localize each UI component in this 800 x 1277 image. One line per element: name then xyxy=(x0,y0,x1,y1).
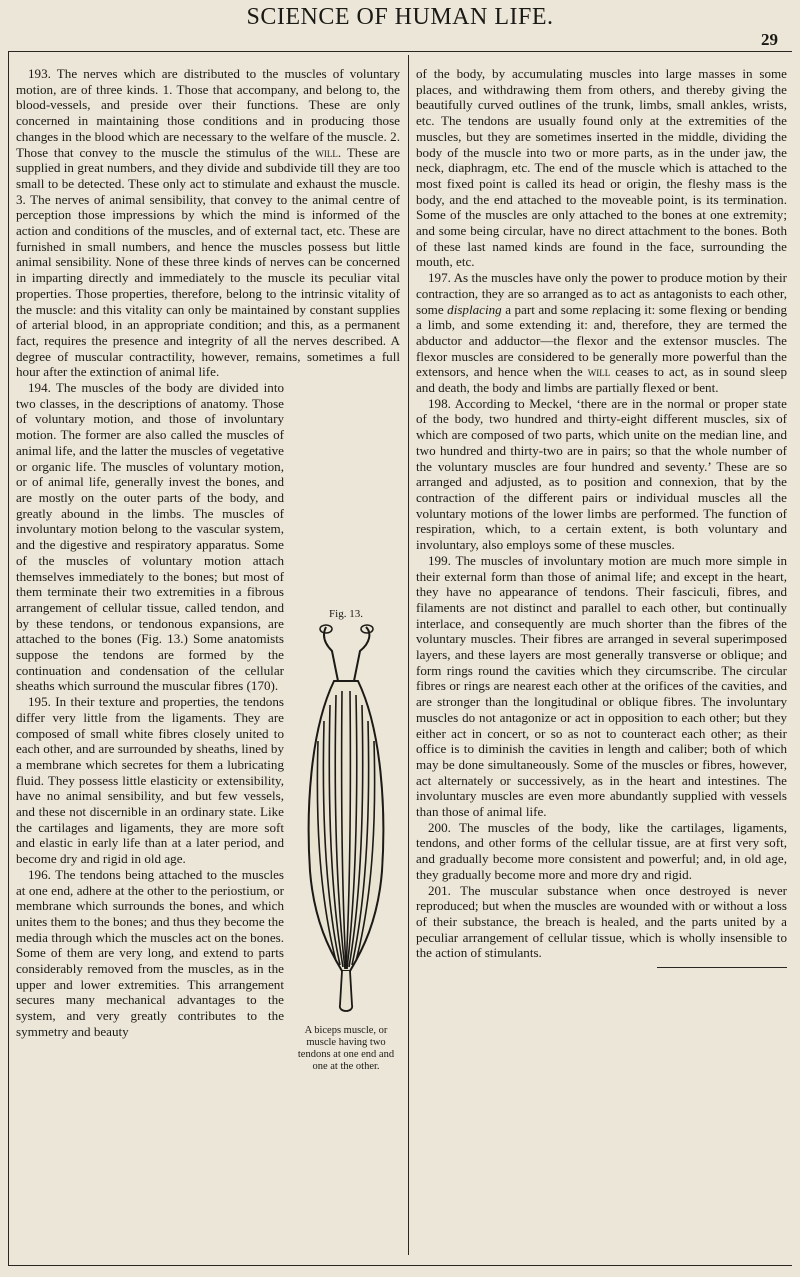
biceps-muscle-icon xyxy=(296,621,396,1021)
paragraph-199: 199. The muscles of involuntary motion are much more simple in their external form than those of animal life; and except in the heart, they have no appearance of tendons. Their fasciculi, fibres, and filaments are not distinct and parallel to each other, but continually interlace, and consequently are much shorter than the fibres of the voluntary muscles. Their fibres are arranged in several superimposed layers, and these layers are most generally transverse or oblique; and form rings round the cavities which they circumscribe. The circular fibres or rings are nearest each other at the orifices of the cavities, and are stronger than the longitudinal or oblique fibres. The involuntary muscles do not antagonize or act in opposition to each other; but they either act in concert, or so as not to counteract each other; as their office is to diminish the cavities in length and caliber; both of which may be done simultaneously. Some of the muscles or fibres, however, act alternately or successively, as in the heart and intestines. The involuntary muscles are even more abundantly supplied with vessels than those of animal life. xyxy=(416,552,787,820)
running-title: SCIENCE OF HUMAN LIFE. xyxy=(246,4,554,30)
paragraph-194: 194. The muscles of the body are divided into two classes, in the descriptions of anatomy. Those of voluntary motion, and those of involuntary motion. The former are also called the muscles of animal life, and the latter the muscles of vegetative or organic life. The muscles of voluntary motion, or of animal life, generally invest the bones, and are mostly on the outer parts of the body, and greatly abound in the limbs. The muscles of involuntary motion belong to the vascular system, and the digestive and respiratory apparatus. Some of the muscles of voluntary motion attach themselves immediately to the bones; but most of them terminate their two extremities in a fibrous arrangement of cellular tissue, called tendon, and by these tendons, or tendonous expansions, are attached to the bones (Fig. 13.) Some anatomists suppose the tendons are formed by the continuation and condensation of the cellular sheaths which surround the muscular fibres (170). xyxy=(16,380,284,694)
figure-label: Fig. 13. xyxy=(329,608,363,621)
footer-rule-bottom xyxy=(8,1265,792,1266)
paragraph-196-continued: of the body, by accumulating muscles into large masses in some places, and withdrawing them from others, and thereby giving the beautifully curved outlines of the trunk, limbs, small ankles, wrists, etc. The tendons are usually found only at the extremities of the muscles, but they are sometimes inserted in the middle, dividing the body of the muscle into two or more parts, as in the under jaw, the neck, diaphragm, etc. The end of the muscle which is attached to the most fixed point is called its head or origin, the fleshy mass is the body, and the end attached to the moveable point, is its termination. Some of the muscles are only attached to the bones at one extremity; and some being circular, have no direct attachment to the bones. Both of these last named kinds are found in the face, surrounding the mouth, etc. xyxy=(416,66,787,270)
right-column xyxy=(416,66,787,968)
page-header xyxy=(0,0,800,52)
left-column xyxy=(16,66,400,1077)
figure-caption: A biceps muscle, or muscle having two tendons at one end and one at the other. xyxy=(297,1024,395,1072)
paragraph-198: 198. According to Meckel, ‘there are in the normal or proper state of the body, two hundred and thirty-eight different muscles, six of which are composed of two parts, which unite on the median line, and two hundred and thirty-two are in pairs; so that the whole number of the voluntary muscles are four hundred and seventy.’ These are so arranged and adjusted, as to position and connexion, that by the contraction of the different pairs or individual muscles all the voluntary motions of the lower limbs are performed. The function of respiration, which, to a certain extent, is both voluntary and involuntary, also employs some of these muscles. xyxy=(416,395,787,553)
section-end-rule xyxy=(657,967,787,968)
column-divider xyxy=(408,55,409,1255)
left-border-rule xyxy=(8,52,9,1266)
paragraph-197: 197. As the muscles have only the power to produce motion by their contraction, they are so arranged as to act as antagonists to each other, some displacing a part and some replacing it: some flexing or bending a limb, and some extending it: and, therefore, they are termed the abductor and adductor—the flexor and the extensor muscles. The flexor muscles are considered to be generally more powerful than the extensors, and hence when the will ceases to act, as in sound sleep and death, the body and limbs are partially flexed or bent. xyxy=(416,270,787,396)
header-rule xyxy=(8,51,792,52)
paragraph-195: 195. In their texture and properties, the tendons differ very little from the ligaments. They are composed of small white fibres closely united to each other, and are surrounded by sheaths, lined by a membrane which secretes for them a lubricating fluid. They possess little elasticity or extensibility, have no animal sensibility, and but few vessels, and these not discernible in an ordinary state. Like the cartilages and ligaments, they are more soft and elastic in early life than at a later period, and become dry and rigid in old age. xyxy=(16,694,284,867)
paragraph-200: 200. The muscles of the body, like the cartilages, ligaments, tendons, and other forms of the cellular tissue, are at first very soft, and gradually become more consistent and powerful; and, in old age, they gradually become more and more dry and rigid. xyxy=(416,819,787,882)
paragraph-196: 196. The tendons being attached to the muscles at one end, adhere at the other to the periostium, or membrane which surrounds the bones, and which unites them to the bones; and thus they become the media through which the muscles act on the bones. Some of them are very long, and extend to parts considerably removed from the muscles, as in the upper and lower extremities. This arrangement secures many mechanical advantages to the system, and very greatly contributes to the symmetry and beauty xyxy=(16,866,284,1039)
page-number: 29 xyxy=(761,30,778,49)
paragraph-201: 201. The muscular substance when once destroyed is never reproduced; but when the muscles are wounded with or without a loss of their substance, the breach is healed, and the parts united by a peculiar arrangement of cellular tissue, which is wholly insensible to the action of stimulants. xyxy=(416,882,787,961)
paragraph-193: 193. The nerves which are distributed to the muscles of voluntary motion, are of three kinds. 1. Those that accompany, and belong to, the blood-vessels, and preside over their functions. These are only concerned in maintaining those conditions and in producing those changes in the blood which are necessary to the welfare of the muscle. 2. Those that convey to the muscle the stimulus of the will. These are supplied in great numbers, and they divide and subdivide till they are too small to be detected. These only act to stimulate and exhaust the muscle. 3. The nerves of animal sensibility, that convey to the animal centre of perception those impressions by which the mind is informed of the action and conditions of the muscles, and of external tact, etc. These are furnished in small numbers, and hence the muscles possess but little animal sensibility. None of these three kinds of nerves can be concerned in imparting directly and immediately to the muscle its peculiar vital properties. Those properties, therefore, belong to the intrinsic vitality of the muscle: and this vitality can only be maintained by constant supplies of arterial blood, in an appropriate condition; and this, as a permanent fact, requires the presence and integrity of all the nerves described. A degree of muscular contractility, however, remains, sometimes a full hour after the extinction of animal life. xyxy=(16,66,400,380)
figure-13 xyxy=(292,608,400,1073)
